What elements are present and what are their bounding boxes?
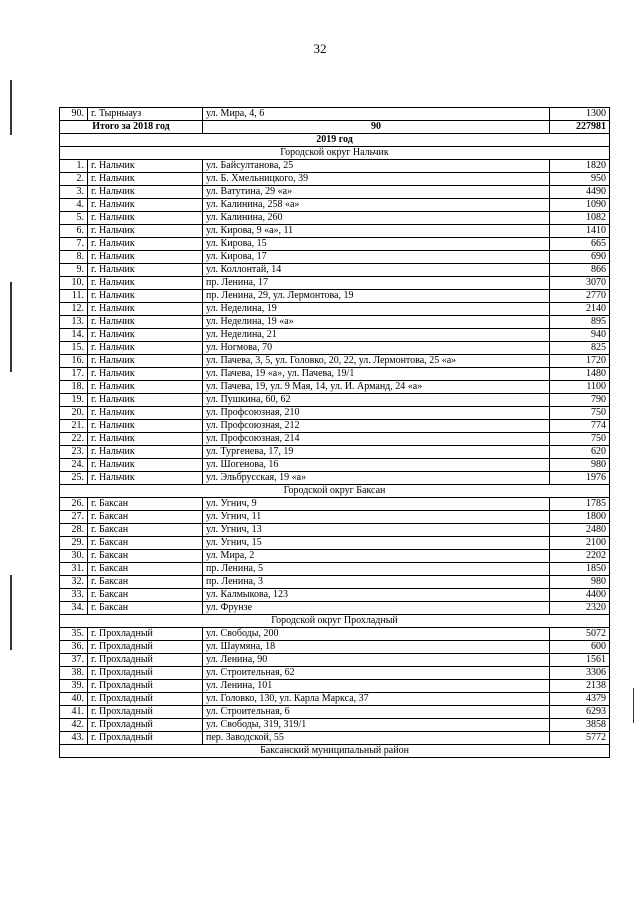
row-address: ул. Б. Хмельницкого, 39 xyxy=(203,173,550,186)
scan-margin-mark xyxy=(10,575,12,650)
row-city: г. Прохладный xyxy=(88,693,203,706)
row-number: 40. xyxy=(60,693,88,706)
row-value: 4400 xyxy=(550,589,610,602)
scan-margin-mark xyxy=(10,282,12,372)
row-address: ул. Пачева, 19, ул. 9 Мая, 14, ул. И. Арманд, 24 «а» xyxy=(203,381,550,394)
row-city: г. Баксан xyxy=(88,550,203,563)
row-number: 4. xyxy=(60,199,88,212)
table-row xyxy=(60,368,610,381)
row-number: 11. xyxy=(60,290,88,303)
row-city: г. Тырныауз xyxy=(88,108,203,121)
row-city: г. Нальчик xyxy=(88,238,203,251)
row-address: ул. Строительная, 6 xyxy=(203,706,550,719)
year-heading: 2019 год xyxy=(60,134,610,147)
table-row xyxy=(60,693,610,706)
table-row xyxy=(60,303,610,316)
table-row xyxy=(60,160,610,173)
section-heading-row xyxy=(60,745,610,758)
table-row xyxy=(60,654,610,667)
row-city: г. Баксан xyxy=(88,563,203,576)
row-city: г. Нальчик xyxy=(88,264,203,277)
row-value: 790 xyxy=(550,394,610,407)
row-number: 28. xyxy=(60,524,88,537)
table-row xyxy=(60,420,610,433)
row-value: 866 xyxy=(550,264,610,277)
row-address: ул. Кирова, 15 xyxy=(203,238,550,251)
row-number: 42. xyxy=(60,719,88,732)
row-number: 33. xyxy=(60,589,88,602)
row-number: 37. xyxy=(60,654,88,667)
row-city: г. Нальчик xyxy=(88,446,203,459)
table-row xyxy=(60,719,610,732)
row-address: ул. Угнич, 15 xyxy=(203,537,550,550)
table-row xyxy=(60,381,610,394)
table-row xyxy=(60,511,610,524)
row-number: 29. xyxy=(60,537,88,550)
table-row xyxy=(60,212,610,225)
row-address: ул. Мира, 2 xyxy=(203,550,550,563)
row-value: 2480 xyxy=(550,524,610,537)
table-row xyxy=(60,251,610,264)
row-city: г. Нальчик xyxy=(88,186,203,199)
row-number: 5. xyxy=(60,212,88,225)
row-value: 4490 xyxy=(550,186,610,199)
row-number: 20. xyxy=(60,407,88,420)
table-row xyxy=(60,641,610,654)
row-address: ул. Коллонтай, 14 xyxy=(203,264,550,277)
total-count: 90 xyxy=(203,121,550,134)
row-address: ул. Строительная, 62 xyxy=(203,667,550,680)
table-row xyxy=(60,433,610,446)
row-value: 895 xyxy=(550,316,610,329)
table-row xyxy=(60,329,610,342)
row-number: 12. xyxy=(60,303,88,316)
table-row xyxy=(60,199,610,212)
table-row xyxy=(60,407,610,420)
row-value: 1300 xyxy=(550,108,610,121)
table-row xyxy=(60,459,610,472)
row-value: 1090 xyxy=(550,199,610,212)
row-value: 2140 xyxy=(550,303,610,316)
row-city: г. Нальчик xyxy=(88,342,203,355)
row-city: г. Нальчик xyxy=(88,251,203,264)
row-value: 1561 xyxy=(550,654,610,667)
row-city: г. Нальчик xyxy=(88,420,203,433)
row-city: г. Нальчик xyxy=(88,381,203,394)
row-value: 690 xyxy=(550,251,610,264)
row-value: 980 xyxy=(550,459,610,472)
table-row xyxy=(60,173,610,186)
table-row xyxy=(60,290,610,303)
row-number: 13. xyxy=(60,316,88,329)
section-heading-row xyxy=(60,615,610,628)
table-row xyxy=(60,498,610,511)
row-number: 15. xyxy=(60,342,88,355)
total-value: 227981 xyxy=(550,121,610,134)
row-number: 2. xyxy=(60,173,88,186)
row-city: г. Нальчик xyxy=(88,173,203,186)
row-number: 1. xyxy=(60,160,88,173)
row-address: ул. Калинина, 258 «а» xyxy=(203,199,550,212)
table-row xyxy=(60,225,610,238)
table-row xyxy=(60,628,610,641)
section-title: Городской округ Нальчик xyxy=(60,147,610,160)
row-number: 9. xyxy=(60,264,88,277)
row-city: г. Нальчик xyxy=(88,199,203,212)
row-city: г. Прохладный xyxy=(88,732,203,745)
row-city: г. Баксан xyxy=(88,576,203,589)
row-number: 16. xyxy=(60,355,88,368)
row-value: 3858 xyxy=(550,719,610,732)
table-row xyxy=(60,342,610,355)
section-title: Баксанский муниципальный район xyxy=(60,745,610,758)
row-city: г. Нальчик xyxy=(88,355,203,368)
row-number: 10. xyxy=(60,277,88,290)
table-row xyxy=(60,524,610,537)
row-number: 26. xyxy=(60,498,88,511)
row-city: г. Нальчик xyxy=(88,329,203,342)
row-value: 1820 xyxy=(550,160,610,173)
row-address: ул. Профсоюзная, 210 xyxy=(203,407,550,420)
row-address: ул. Эльбрусская, 19 «а» xyxy=(203,472,550,485)
row-number: 90. xyxy=(60,108,88,121)
row-value: 1100 xyxy=(550,381,610,394)
row-address: ул. Неделина, 19 «а» xyxy=(203,316,550,329)
page-number: 32 xyxy=(313,41,327,56)
row-address: ул. Профсоюзная, 212 xyxy=(203,420,550,433)
row-address: ул. Пачева, 19 «а», ул. Пачева, 19/1 xyxy=(203,368,550,381)
row-city: г. Баксан xyxy=(88,537,203,550)
row-number: 38. xyxy=(60,667,88,680)
year-heading-row xyxy=(60,134,610,147)
row-city: г. Нальчик xyxy=(88,225,203,238)
table-row xyxy=(60,316,610,329)
row-city: г. Прохладный xyxy=(88,680,203,693)
table-row xyxy=(60,108,610,121)
addresses-table xyxy=(59,107,610,758)
row-number: 43. xyxy=(60,732,88,745)
row-value: 4379 xyxy=(550,693,610,706)
row-city: г. Нальчик xyxy=(88,316,203,329)
row-value: 774 xyxy=(550,420,610,433)
table-row xyxy=(60,667,610,680)
row-number: 32. xyxy=(60,576,88,589)
row-address: ул. Ленина, 90 xyxy=(203,654,550,667)
row-address: ул. Тургенева, 17, 19 xyxy=(203,446,550,459)
table-row xyxy=(60,602,610,615)
row-value: 665 xyxy=(550,238,610,251)
total-label: Итого за 2018 год xyxy=(60,121,203,134)
row-value: 940 xyxy=(550,329,610,342)
section-title: Городской округ Прохладный xyxy=(60,615,610,628)
row-address: пр. Ленина, 29, ул. Лермонтова, 19 xyxy=(203,290,550,303)
row-address: ул. Байсултанова, 25 xyxy=(203,160,550,173)
row-city: г. Прохладный xyxy=(88,706,203,719)
row-value: 1410 xyxy=(550,225,610,238)
row-address: ул. Ногмова, 70 xyxy=(203,342,550,355)
row-value: 1785 xyxy=(550,498,610,511)
row-address: ул. Калмыкова, 123 xyxy=(203,589,550,602)
row-address: ул. Калинина, 260 xyxy=(203,212,550,225)
scan-margin-mark xyxy=(10,80,12,135)
row-value: 1850 xyxy=(550,563,610,576)
row-value: 825 xyxy=(550,342,610,355)
row-address: пр. Ленина, 3 xyxy=(203,576,550,589)
row-address: ул. Неделина, 21 xyxy=(203,329,550,342)
row-address: ул. Мира, 4, 6 xyxy=(203,108,550,121)
row-address: ул. Кирова, 9 «а», 11 xyxy=(203,225,550,238)
row-number: 25. xyxy=(60,472,88,485)
table-row xyxy=(60,446,610,459)
row-number: 24. xyxy=(60,459,88,472)
row-value: 620 xyxy=(550,446,610,459)
row-value: 5072 xyxy=(550,628,610,641)
row-city: г. Нальчик xyxy=(88,472,203,485)
row-number: 6. xyxy=(60,225,88,238)
row-city: г. Нальчик xyxy=(88,433,203,446)
row-number: 3. xyxy=(60,186,88,199)
table-row xyxy=(60,472,610,485)
row-value: 3070 xyxy=(550,277,610,290)
row-address: ул. Неделина, 19 xyxy=(203,303,550,316)
table-row xyxy=(60,355,610,368)
row-city: г. Нальчик xyxy=(88,394,203,407)
row-city: г. Прохладный xyxy=(88,628,203,641)
row-value: 5772 xyxy=(550,732,610,745)
row-number: 27. xyxy=(60,511,88,524)
row-value: 1976 xyxy=(550,472,610,485)
scan-margin-mark xyxy=(633,688,634,723)
table-row xyxy=(60,732,610,745)
table-row xyxy=(60,537,610,550)
row-number: 21. xyxy=(60,420,88,433)
row-value: 2320 xyxy=(550,602,610,615)
row-value: 2138 xyxy=(550,680,610,693)
row-city: г. Нальчик xyxy=(88,459,203,472)
row-value: 1082 xyxy=(550,212,610,225)
row-value: 600 xyxy=(550,641,610,654)
row-number: 30. xyxy=(60,550,88,563)
row-city: г. Нальчик xyxy=(88,407,203,420)
row-address: ул. Угнич, 9 xyxy=(203,498,550,511)
section-title: Городской округ Баксан xyxy=(60,485,610,498)
row-value: 2202 xyxy=(550,550,610,563)
row-number: 18. xyxy=(60,381,88,394)
row-address: пр. Ленина, 5 xyxy=(203,563,550,576)
section-heading-row xyxy=(60,147,610,160)
row-value: 6293 xyxy=(550,706,610,719)
row-address: ул. Профсоюзная, 214 xyxy=(203,433,550,446)
row-city: г. Баксан xyxy=(88,524,203,537)
row-city: г. Баксан xyxy=(88,498,203,511)
row-city: г. Прохладный xyxy=(88,641,203,654)
row-number: 23. xyxy=(60,446,88,459)
row-city: г. Прохладный xyxy=(88,719,203,732)
row-address: ул. Свободы, 200 xyxy=(203,628,550,641)
row-address: ул. Свободы, 319, 319/1 xyxy=(203,719,550,732)
row-number: 19. xyxy=(60,394,88,407)
row-value: 750 xyxy=(550,407,610,420)
table-row xyxy=(60,563,610,576)
table-row xyxy=(60,589,610,602)
row-value: 980 xyxy=(550,576,610,589)
table-row xyxy=(60,680,610,693)
row-number: 8. xyxy=(60,251,88,264)
row-number: 14. xyxy=(60,329,88,342)
section-heading-row xyxy=(60,485,610,498)
row-address: ул. Шаумяна, 18 xyxy=(203,641,550,654)
row-address: ул. Пачева, 3, 5, ул. Головко, 20, 22, ул. Лермонтова, 25 «а» xyxy=(203,355,550,368)
row-address: пр. Ленина, 17 xyxy=(203,277,550,290)
row-address: ул. Угнич, 13 xyxy=(203,524,550,537)
table-row xyxy=(60,576,610,589)
row-value: 750 xyxy=(550,433,610,446)
row-address: ул. Ватутина, 29 «а» xyxy=(203,186,550,199)
row-city: г. Баксан xyxy=(88,511,203,524)
row-city: г. Нальчик xyxy=(88,290,203,303)
row-number: 35. xyxy=(60,628,88,641)
row-value: 3306 xyxy=(550,667,610,680)
row-value: 1800 xyxy=(550,511,610,524)
table-row xyxy=(60,706,610,719)
row-value: 2100 xyxy=(550,537,610,550)
row-number: 41. xyxy=(60,706,88,719)
row-number: 39. xyxy=(60,680,88,693)
table-row xyxy=(60,277,610,290)
row-city: г. Баксан xyxy=(88,602,203,615)
row-city: г. Нальчик xyxy=(88,160,203,173)
row-number: 17. xyxy=(60,368,88,381)
row-value: 950 xyxy=(550,173,610,186)
table-row xyxy=(60,550,610,563)
table-row xyxy=(60,238,610,251)
row-value: 1720 xyxy=(550,355,610,368)
row-address: ул. Шогенова, 16 xyxy=(203,459,550,472)
table-row xyxy=(60,264,610,277)
row-address: ул. Головко, 130, ул. Карла Маркса, 37 xyxy=(203,693,550,706)
row-number: 22. xyxy=(60,433,88,446)
row-address: ул. Пушкина, 60, 62 xyxy=(203,394,550,407)
row-city: г. Нальчик xyxy=(88,368,203,381)
row-number: 36. xyxy=(60,641,88,654)
row-city: г. Нальчик xyxy=(88,303,203,316)
row-number: 7. xyxy=(60,238,88,251)
row-value: 2770 xyxy=(550,290,610,303)
table-row xyxy=(60,186,610,199)
row-city: г. Нальчик xyxy=(88,277,203,290)
row-address: ул. Угнич, 11 xyxy=(203,511,550,524)
table-row xyxy=(60,394,610,407)
row-city: г. Прохладный xyxy=(88,667,203,680)
total-row xyxy=(60,121,610,134)
row-city: г. Нальчик xyxy=(88,212,203,225)
row-address: ул. Кирова, 17 xyxy=(203,251,550,264)
row-address: ул. Ленина, 101 xyxy=(203,680,550,693)
row-value: 1480 xyxy=(550,368,610,381)
row-number: 31. xyxy=(60,563,88,576)
row-city: г. Прохладный xyxy=(88,654,203,667)
row-number: 34. xyxy=(60,602,88,615)
row-address: пер. Заводской, 55 xyxy=(203,732,550,745)
row-city: г. Баксан xyxy=(88,589,203,602)
row-address: ул. Фрунзе xyxy=(203,602,550,615)
